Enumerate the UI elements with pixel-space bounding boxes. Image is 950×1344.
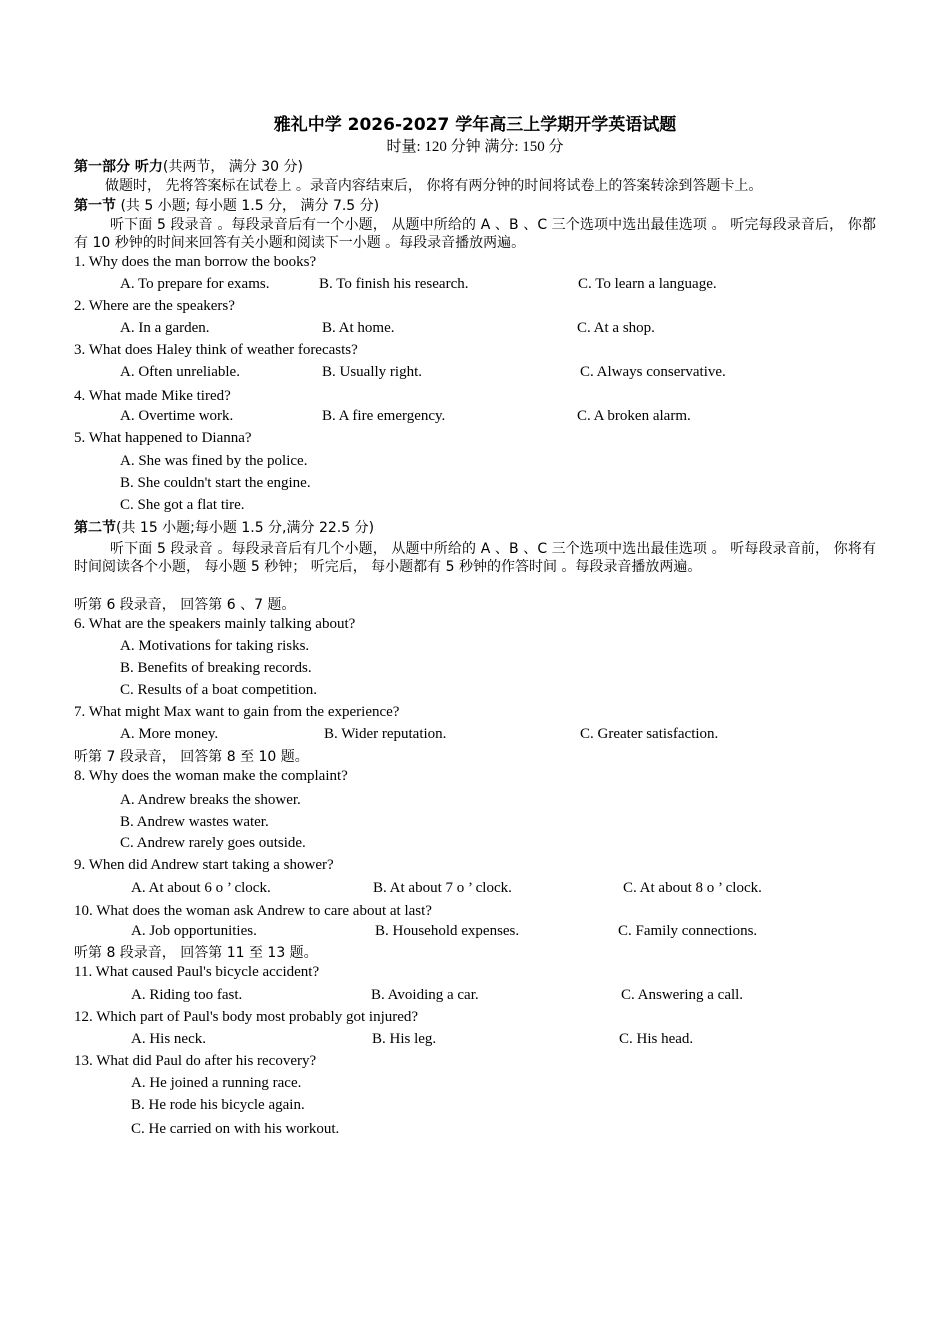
option-a: A. In a garden.: [120, 320, 210, 336]
option-c: C. A broken alarm.: [577, 408, 691, 424]
part1-heading: [74, 158, 303, 176]
option-b: B. Usually right.: [322, 364, 422, 380]
option-c: C. Greater satisfaction.: [580, 726, 719, 742]
part1-instruction: 做题时， 先将答案标在试卷上 。录音内容结束后， 你将有两分钟的时间将试卷上的答案转涂到答题卡上。: [105, 178, 763, 194]
section2-heading-rest: (共 15 小题;每小题 1.5 分,满分 22.5 分): [116, 520, 375, 536]
audio-cue: 听第 8 段录音， 回答第 11 至 13 题。: [74, 945, 318, 961]
option-a: A. She was fined by the police.: [120, 453, 308, 469]
option-b: B. To finish his research.: [319, 276, 469, 292]
section1-heading: [74, 197, 379, 215]
option-c: C. At a shop.: [577, 320, 655, 336]
question-stem: 5. What happened to Dianna?: [74, 430, 252, 446]
option-c: C. Answering a call.: [621, 987, 744, 1003]
option-c: C. Family connections.: [618, 923, 758, 939]
option-a: A. Andrew breaks the shower.: [120, 792, 301, 808]
section2-heading: [74, 519, 374, 537]
option-a: A. Riding too fast.: [131, 987, 243, 1003]
option-a: A. Overtime work.: [120, 408, 234, 424]
option-c: C. To learn a language.: [578, 276, 717, 292]
option-b: B. Andrew wastes water.: [120, 814, 269, 830]
option-c: C. Always conservative.: [580, 364, 726, 380]
question-stem: 3. What does Haley think of weather forecasts?: [74, 342, 358, 358]
option-a: A. He joined a running race.: [131, 1075, 302, 1091]
option-b: B. Household expenses.: [375, 923, 520, 939]
question-stem: 11. What caused Paul's bicycle accident?: [74, 964, 320, 980]
audio-cue: 听第 7 段录音， 回答第 8 至 10 题。: [74, 749, 309, 765]
option-a: A. To prepare for exams.: [120, 276, 270, 292]
option-b: B. A fire emergency.: [322, 408, 446, 424]
option-b: B. She couldn't start the engine.: [120, 475, 311, 491]
option-c: C. At about 8 o ’ clock.: [623, 880, 762, 896]
option-a: A. At about 6 o ’ clock.: [131, 880, 271, 896]
option-c: C. His head.: [619, 1031, 694, 1047]
question-stem: 4. What made Mike tired?: [74, 388, 231, 404]
option-a: A. More money.: [120, 726, 219, 742]
option-c: C. Andrew rarely goes outside.: [120, 835, 306, 851]
question-stem: 10. What does the woman ask Andrew to care about at last?: [74, 903, 432, 919]
question-stem: 6. What are the speakers mainly talking about?: [74, 616, 356, 632]
question-stem: 12. Which part of Paul's body most probably got injured?: [74, 1009, 419, 1025]
option-b: B. He rode his bicycle again.: [131, 1097, 305, 1113]
question-stem: 1. Why does the man borrow the books?: [74, 254, 317, 270]
exam-meta: 时量: 120 分钟 满分: 150 分: [386, 139, 564, 155]
part1-heading-rest: (共两节， 满分 30 分): [162, 159, 303, 175]
question-stem: 2. Where are the speakers?: [74, 298, 235, 314]
option-b: B. Wider reputation.: [324, 726, 447, 742]
question-stem: 7. What might Max want to gain from the experience?: [74, 704, 400, 720]
section1-heading-bold: 第一节: [74, 198, 116, 214]
option-c: C. Results of a boat competition.: [120, 682, 318, 698]
option-b: B. At about 7 o ’ clock.: [373, 880, 512, 896]
option-b: B. At home.: [322, 320, 395, 336]
option-a: A. Often unreliable.: [120, 364, 240, 380]
audio-cue: 听第 6 段录音， 回答第 6 、7 题。: [74, 597, 296, 613]
option-a: A. Motivations for taking risks.: [120, 638, 310, 654]
part1-heading-bold: 第一部分 听力: [74, 159, 163, 175]
section2-heading-bold: 第二节: [74, 520, 116, 536]
option-c: C. She got a flat tire.: [120, 497, 245, 513]
section1-heading-rest: (共 5 小题; 每小题 1.5 分， 满分 7.5 分): [116, 198, 380, 214]
option-b: B. His leg.: [372, 1031, 437, 1047]
question-stem: 8. Why does the woman make the complaint?: [74, 768, 348, 784]
exam-title: 雅礼中学 2026-2027 学年高三上学期开学英语试题: [273, 115, 677, 135]
option-c: C. He carried on with his workout.: [131, 1121, 340, 1137]
option-a: A. Job opportunities.: [131, 923, 257, 939]
option-b: B. Benefits of breaking records.: [120, 660, 312, 676]
option-b: B. Avoiding a car.: [371, 987, 479, 1003]
question-stem: 9. When did Andrew start taking a shower?: [74, 857, 334, 873]
option-a: A. His neck.: [131, 1031, 206, 1047]
section2-instruction: 听下面 5 段录音 。每段录音后有几个小题， 从题中所给的 A 、B 、C 三个选项中选出最佳选项 。 听每段录音前， 你将有时间阅读各个小题， 每小题 5 秒钟； 听完后， 每小题都有 5 秒钟的作答时间 。每段录音播放两遍。: [74, 541, 876, 575]
section1-instruction: 听下面 5 段录音 。每段录音后有一个小题， 从题中所给的 A 、B 、C 三个选项中选出最佳选项 。 听完每段录音后， 你都有 10 秒钟的时间来回答有关小题和阅读下一小题 。每段录音播放两遍。: [74, 217, 876, 251]
question-stem: 13. What did Paul do after his recovery?: [74, 1053, 317, 1069]
